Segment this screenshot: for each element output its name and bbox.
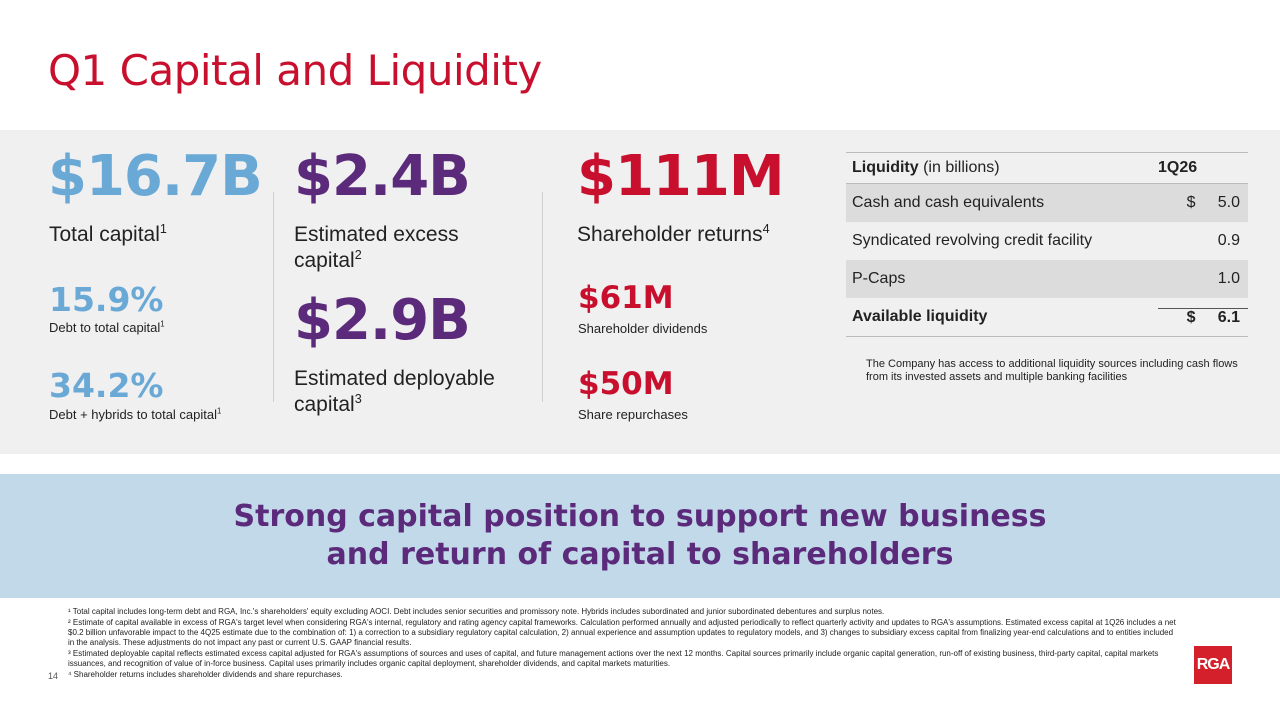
summary-banner — [0, 474, 1280, 598]
metrics-panel — [0, 130, 1280, 454]
table-header-period: 1Q26 — [1158, 159, 1198, 176]
table-row-value: 0.9 — [1217, 232, 1240, 249]
dividends-value: $61M — [578, 280, 674, 316]
repurchases-value: $50M — [578, 366, 674, 402]
table-row-value: 1.0 — [1217, 270, 1240, 287]
footnote: ² Estimate of capital available in excess of RGA's target level when considering RGA's internal, regulatory and rating agency capital frameworks. Calculation performed annually and adjusted periodically to reflect quarterly activity and updates to RGA's assumptions. Estimated excess capital at 1Q26 includes a net $0.2 billion unfavorable impact to the 4Q25 estimate due to the combination of: 1) a correction to a subsidiary regulatory capital calculation, 2) annual experience and assumption updates to regulatory models, and 3) changes to subsidiary excess capital from finalizing year-end calculations and to entities included in the analysis. These adjustments do not impact any past or current U.S. GAAP financial results. — [68, 618, 1176, 647]
table-row-label: Syndicated revolving credit facility — [852, 232, 1093, 249]
table-header — [846, 152, 1248, 184]
footnotes — [68, 607, 1178, 681]
banner-line: Strong capital position to support new business — [233, 499, 1047, 534]
hybrid-ratio-value: 34.2% — [49, 366, 164, 405]
hybrid-ratio-label: Debt + hybrids to total capital$^1$ — [49, 406, 222, 422]
debt-ratio-label: Debt to total capital$^1$ — [49, 319, 165, 335]
repurchases-label: Share repurchases — [578, 407, 688, 422]
liquidity-table — [846, 152, 1248, 337]
table-row — [846, 260, 1248, 298]
banner-text — [0, 498, 1280, 574]
footnote: ³ Estimated deployable capital reflects estimated excess capital adjusted for RGA's assumptions of sources and uses of capital, and future management actions over the next 12 months. Capital sources primarily include organic capital generation, run-off of existing business, third-party capital, capital markets issuances, and recognition of value of in-force business. Capital uses primarily includes organic capital deployment, shareholder dividends, and capital markets maturities. — [68, 649, 1159, 668]
total-capital-value: $16.7B — [48, 144, 262, 209]
deployable-capital-value: $2.9B — [294, 288, 470, 353]
table-row-value: $ 5.0 — [1186, 194, 1240, 211]
debt-ratio-value: 15.9% — [49, 280, 164, 319]
footnote: ⁴ Shareholder returns includes shareholder dividends and share repurchases. — [68, 670, 343, 679]
table-row — [846, 222, 1248, 260]
liquidity-note: The Company has access to additional liquidity sources including cash flows from its invested assets and multiple banking facilities — [866, 358, 1238, 383]
excess-capital-value: $2.4B — [294, 144, 470, 209]
banner-line: and return of capital to shareholders — [326, 537, 954, 572]
shareholder-returns-value: $111M — [577, 144, 784, 209]
table-row-label: Cash and cash equivalents — [852, 194, 1045, 211]
rga-logo: RGA — [1194, 646, 1232, 684]
excess-capital-label: Estimated excess capital$^2$ — [294, 223, 459, 272]
page-number: 14 — [48, 671, 59, 681]
table-total-value: $ 6.1 — [1158, 308, 1248, 327]
table-header-title: Liquidity — [852, 159, 919, 176]
footnote: ¹ Total capital includes long-term debt and RGA, Inc.'s shareholders' equity excluding AOCI. Debt includes senior securities and promissory note. Hybrids includes subordinated and junior subordinated debentures and surplus notes. — [68, 607, 885, 616]
divider — [542, 192, 543, 402]
table-row — [846, 184, 1248, 222]
total-capital-label: Total capital$^1$ — [49, 222, 167, 246]
page-title: Q1 Capital and Liquidity — [48, 46, 542, 95]
table-total-row — [846, 298, 1248, 337]
divider — [273, 192, 274, 402]
table-total-label: Available liquidity — [852, 308, 988, 325]
table-row-label: P-Caps — [852, 270, 906, 287]
dividends-label: Shareholder dividends — [578, 321, 708, 336]
shareholder-returns-label: Shareholder returns$^4$ — [577, 222, 770, 246]
deployable-capital-label: Estimated deployable capital$^3$ — [294, 367, 495, 416]
table-header-units: (in billions) — [918, 159, 1000, 176]
